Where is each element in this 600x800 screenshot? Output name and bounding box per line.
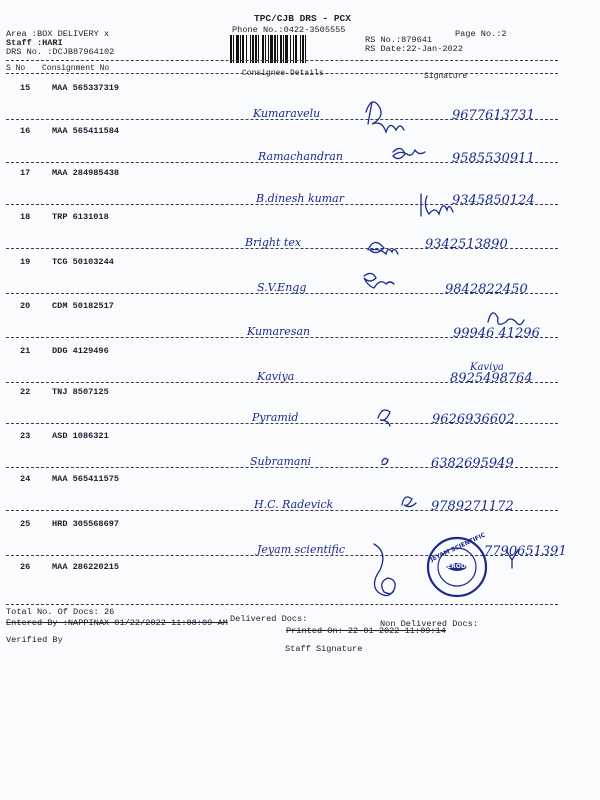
row-phone-handwritten: 9677613731 xyxy=(452,108,535,123)
row-consignee-handwritten: Ramachandran xyxy=(258,150,343,163)
row-consignee-handwritten: Kumaresan xyxy=(247,325,311,338)
row-phone-handwritten: 9342513890 xyxy=(425,237,508,252)
row-sno: 16 xyxy=(20,126,31,136)
rs-number: RS No.:879641 xyxy=(365,35,433,45)
row-consignment: MAA 565411575 xyxy=(52,474,120,484)
row-sno: 17 xyxy=(20,168,31,178)
row-phone-handwritten: 7790651391 xyxy=(484,544,567,559)
staff-label: Staff :HARI xyxy=(6,38,63,48)
row-consignment: TCG 50103244 xyxy=(52,257,114,267)
row-sno: 19 xyxy=(20,257,31,267)
delivered-docs: Delivered Docs: xyxy=(230,614,308,624)
row-consignee-handwritten: Kaviya xyxy=(257,370,295,383)
document-title: TPC/CJB DRS - PCX xyxy=(254,13,351,24)
row-sno: 15 xyxy=(20,83,31,93)
row-phone-handwritten: 9585530911 xyxy=(452,151,535,166)
row-sno: 24 xyxy=(20,474,31,484)
row-consignee-handwritten: S.V.Engg xyxy=(257,281,307,294)
non-delivered-docs: Non Delivered Docs: xyxy=(380,619,478,629)
staff-signature: Staff Signature xyxy=(285,644,363,654)
row-consignee-handwritten: Subramani xyxy=(250,455,312,468)
row-sno: 21 xyxy=(20,346,31,356)
column-signature: Signature xyxy=(424,72,468,81)
row-sno: 22 xyxy=(20,387,31,397)
row-signature-text: Kaviya xyxy=(470,362,504,373)
column-consignment: Consignment No xyxy=(42,64,110,73)
row-sno: 23 xyxy=(20,431,31,441)
phone-number: Phone No.:0422-3505555 xyxy=(232,25,346,35)
area-label: Area :BOX DELIVERY x xyxy=(6,29,110,39)
column-consignee: Consignee Details xyxy=(242,69,324,78)
row-phone-handwritten: 8925498764 xyxy=(450,371,533,386)
row-phone-handwritten: 9626936602 xyxy=(432,412,515,427)
rs-date: RS Date:22-Jan-2022 xyxy=(365,44,463,54)
row-sno: 26 xyxy=(20,562,31,572)
column-sno: S No xyxy=(6,64,26,73)
row-consignee-handwritten: Jeyam scientific xyxy=(257,543,345,556)
row-consignee-handwritten: Kumaravelu xyxy=(253,107,321,120)
stamp-text: JEYAM SCIENTIFIC xyxy=(429,531,487,564)
row-consignment: DDG 4129496 xyxy=(52,346,109,356)
row-consignee-handwritten: Pyramid xyxy=(252,411,299,424)
row-consignee-handwritten: B.dinesh kumar xyxy=(256,192,344,205)
row-phone-handwritten: 9842822450 xyxy=(445,282,528,297)
verified-by: Verified By xyxy=(6,635,63,645)
row-consignment: MAA 286220215 xyxy=(52,562,120,572)
row-sno: 25 xyxy=(20,519,31,529)
row-sno: 20 xyxy=(20,301,31,311)
row-consignee-handwritten: H.C. Radevick xyxy=(254,498,334,511)
entered-by: Entered By :NAPPINAX 01/22/2022 11:08:09 AM xyxy=(6,618,228,628)
row-consignment: TNJ 8507125 xyxy=(52,387,109,397)
row-consignment: CDM 50182517 xyxy=(52,301,114,311)
stamp-center: ERODE xyxy=(447,563,470,570)
row-phone-handwritten: 9345850124 xyxy=(452,193,535,208)
row-consignment: ASD 1086321 xyxy=(52,431,109,441)
row-phone-handwritten: 99946 41296 xyxy=(453,326,540,341)
row-consignment: MAA 565411584 xyxy=(52,126,120,136)
total-docs: Total No. Of Docs: 26 xyxy=(6,607,115,617)
row-phone-handwritten: 6382695949 xyxy=(431,456,514,471)
row-phone-handwritten: 9789271172 xyxy=(431,499,514,514)
row-consignee-handwritten: Bright tex xyxy=(245,236,302,249)
row-consignment: MAA 284985438 xyxy=(52,168,120,178)
drs-number: DRS No. :DCJB87964102 xyxy=(6,47,115,57)
row-consignment: HRD 305568697 xyxy=(52,519,120,529)
row-consignment: MAA 565337319 xyxy=(52,83,120,93)
row-consignment: TRP 6131018 xyxy=(52,212,109,222)
page-number: Page No.:2 xyxy=(455,29,507,39)
printed-on: Printed On: 22-01-2022 11:09:14 xyxy=(286,626,446,636)
row-sno: 18 xyxy=(20,212,31,222)
